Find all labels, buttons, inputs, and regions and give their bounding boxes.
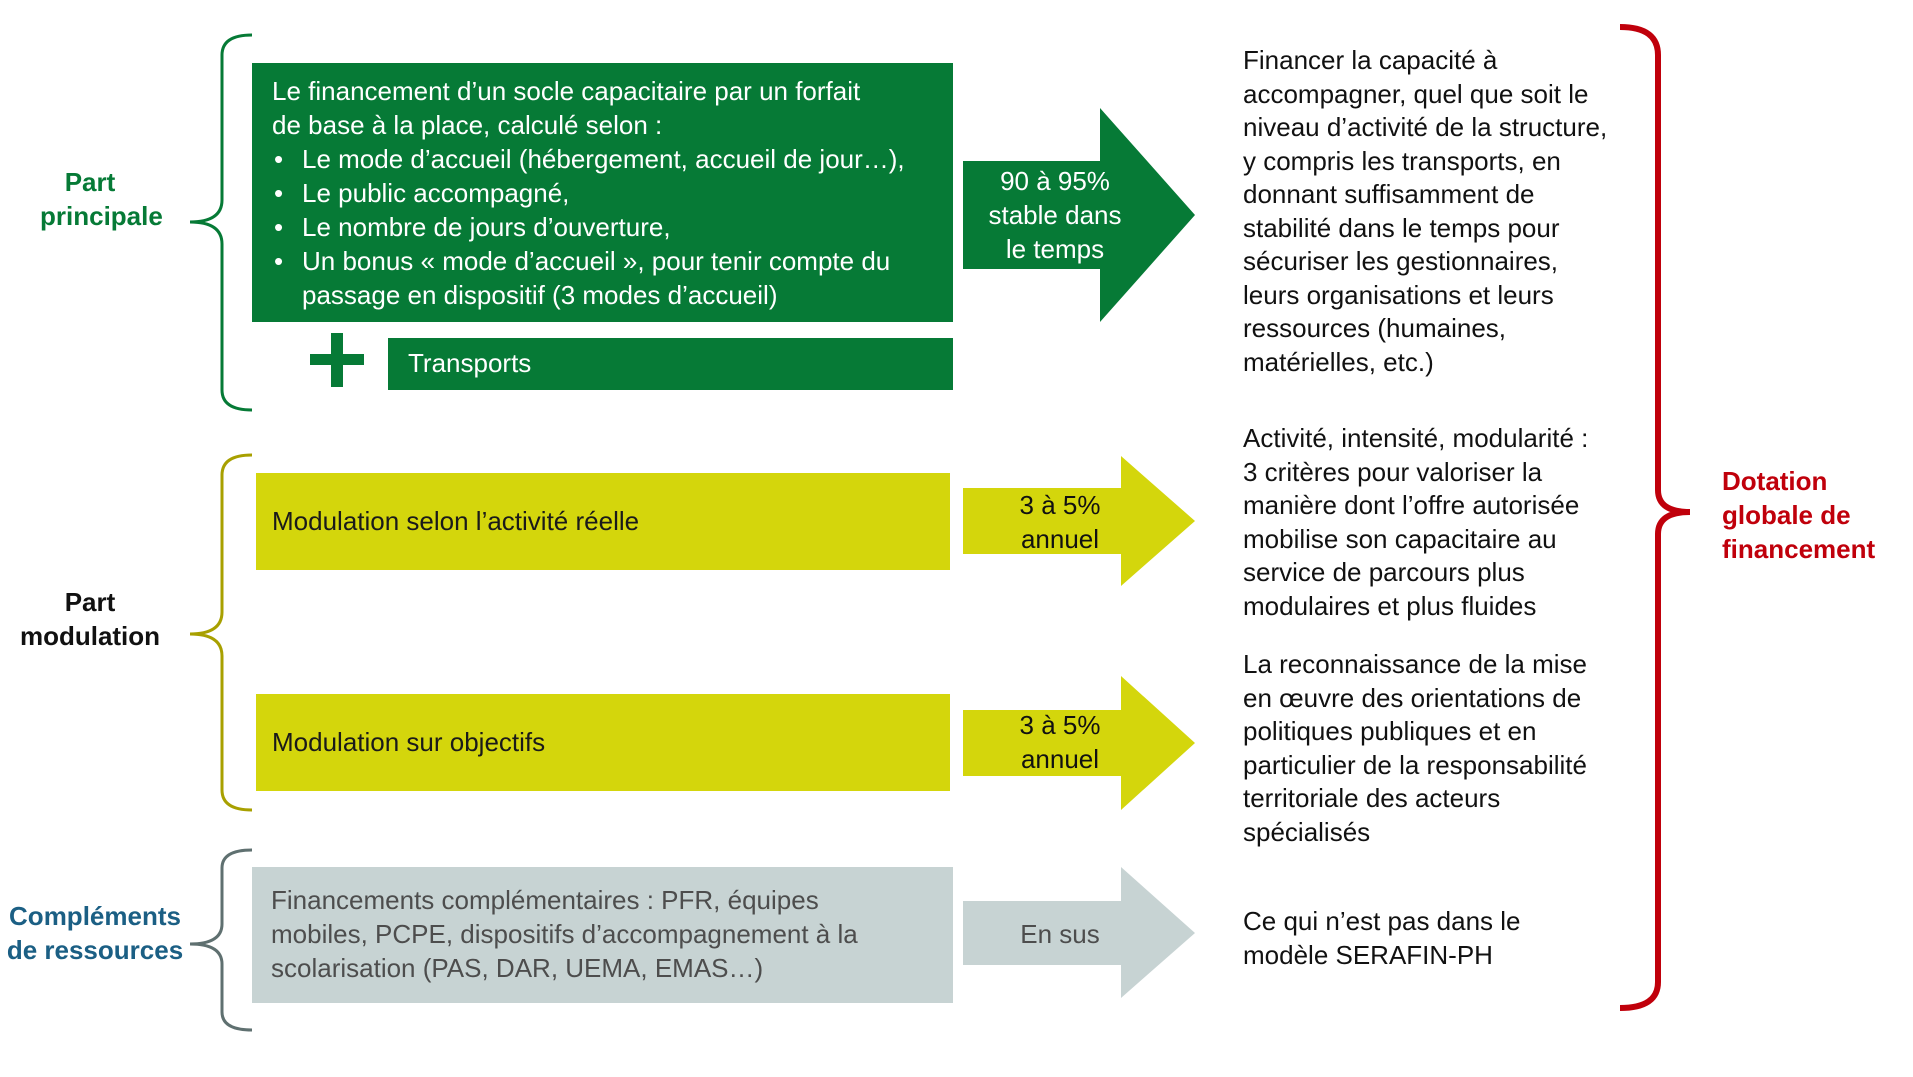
desc-line: politiques publiques et en	[1243, 716, 1537, 746]
arrow-line: 90 à 95%	[1000, 166, 1110, 196]
criteria-list	[272, 142, 933, 312]
brace-dotation	[1620, 27, 1690, 1008]
desc-line: territoriale des acteurs	[1243, 783, 1501, 813]
box-modulation-objectifs	[256, 694, 950, 791]
label-line: Part	[64, 587, 116, 617]
arrow-line: annuel	[1020, 744, 1100, 774]
list-item: • Le nombre de jours d’ouverture,	[302, 210, 933, 244]
desc-line: ressources (humaines,	[1243, 313, 1506, 343]
desc-line: matérielles, etc.)	[1243, 346, 1434, 377]
brace-complements	[190, 850, 252, 1030]
desc-line: donnant suffisamment de	[1243, 179, 1535, 209]
transports-label: Transports	[408, 348, 532, 378]
label-line: de ressources	[6, 935, 184, 965]
arrow-line: 3 à 5%	[1019, 490, 1101, 520]
desc-line: Ce qui n’est pas dans le	[1243, 906, 1521, 936]
plus-icon	[310, 333, 364, 387]
label-part-modulation	[0, 585, 180, 653]
desc-line: mobilise son capacitaire au	[1243, 523, 1557, 554]
desc-line: service de parcours plus	[1243, 557, 1525, 587]
arrow-line: 3 à 5%	[1019, 710, 1101, 740]
arrow-line: le temps	[1005, 234, 1105, 264]
arrow-principale-text	[975, 164, 1135, 266]
desc-line: niveau d’activité de la structure,	[1243, 112, 1608, 142]
list-item: • Le public accompagné,	[302, 176, 933, 210]
desc-line: modulaires et plus fluides	[1243, 590, 1537, 621]
arrow-line: En sus	[1020, 919, 1100, 949]
box-line: Financements complémentaires : PFR, équipes	[271, 885, 819, 915]
label-line: Compléments	[9, 901, 181, 931]
box-intro-line: Le financement d’un socle capacitaire par un forfait	[272, 76, 861, 106]
label-line: modulation	[19, 621, 161, 651]
label-part-principale	[40, 165, 163, 233]
arrow-line: stable dans	[988, 200, 1122, 230]
desc-line: en œuvre des orientations de	[1243, 682, 1582, 713]
desc-line: La reconnaissance de la mise	[1243, 649, 1587, 679]
box-part-principale	[252, 63, 953, 322]
label-line: Dotation	[1722, 466, 1828, 496]
box-line: mobiles, PCPE, dispositifs d’accompagnement à la	[271, 919, 858, 949]
box-complements	[252, 867, 953, 1003]
list-item: • Le mode d’accueil (hébergement, accueil de jour…),	[302, 142, 933, 176]
label-dotation	[1722, 464, 1902, 566]
desc-line: spécialisés	[1243, 816, 1371, 847]
box-modulation-activite	[256, 473, 950, 570]
label-line: financement	[1722, 534, 1876, 564]
box-line: scolarisation (PAS, DAR, UEMA, EMAS…)	[271, 953, 764, 983]
label-line: globale de	[1722, 500, 1851, 530]
box-intro-line: de base à la place, calculé selon :	[272, 110, 663, 140]
desc-line: sécuriser les gestionnaires,	[1243, 246, 1559, 276]
list-item: • Un bonus « mode d’accueil », pour tenir compte du passage en dispositif (3 modes d’accueil)	[302, 244, 933, 312]
box-transports	[388, 338, 953, 390]
label-complements	[0, 899, 190, 967]
arrow-objectifs-text	[980, 708, 1140, 776]
desc-objectifs	[1243, 648, 1623, 849]
modulation-activite-label: Modulation selon l’activité réelle	[272, 506, 640, 536]
desc-line: y compris les transports, en	[1243, 145, 1561, 176]
brace-principale	[190, 35, 252, 410]
arrow-activite-text	[980, 488, 1140, 556]
desc-line: stabilité dans le temps pour	[1243, 212, 1560, 243]
label-line: principale	[40, 201, 163, 231]
modulation-objectifs-label: Modulation sur objectifs	[272, 727, 546, 757]
arrow-line: annuel	[1020, 524, 1100, 554]
brace-modulation	[190, 455, 252, 810]
desc-line: particulier de la responsabilité	[1243, 749, 1587, 780]
label-line: Part	[64, 167, 116, 197]
desc-line: manière dont l’offre autorisée	[1243, 490, 1580, 520]
desc-line: Financer la capacité à	[1243, 45, 1498, 75]
desc-line: accompagner, quel que soit le	[1243, 78, 1589, 109]
desc-line: Activité, intensité, modularité :	[1243, 423, 1589, 453]
desc-activite	[1243, 422, 1623, 623]
desc-complements	[1243, 905, 1623, 972]
desc-line: modèle SERAFIN-PH	[1243, 939, 1493, 970]
desc-line: 3 critères pour valoriser la	[1243, 456, 1543, 487]
desc-line: leurs organisations et leurs	[1243, 279, 1554, 310]
desc-principale	[1243, 44, 1623, 379]
arrow-complements-text	[980, 917, 1140, 951]
